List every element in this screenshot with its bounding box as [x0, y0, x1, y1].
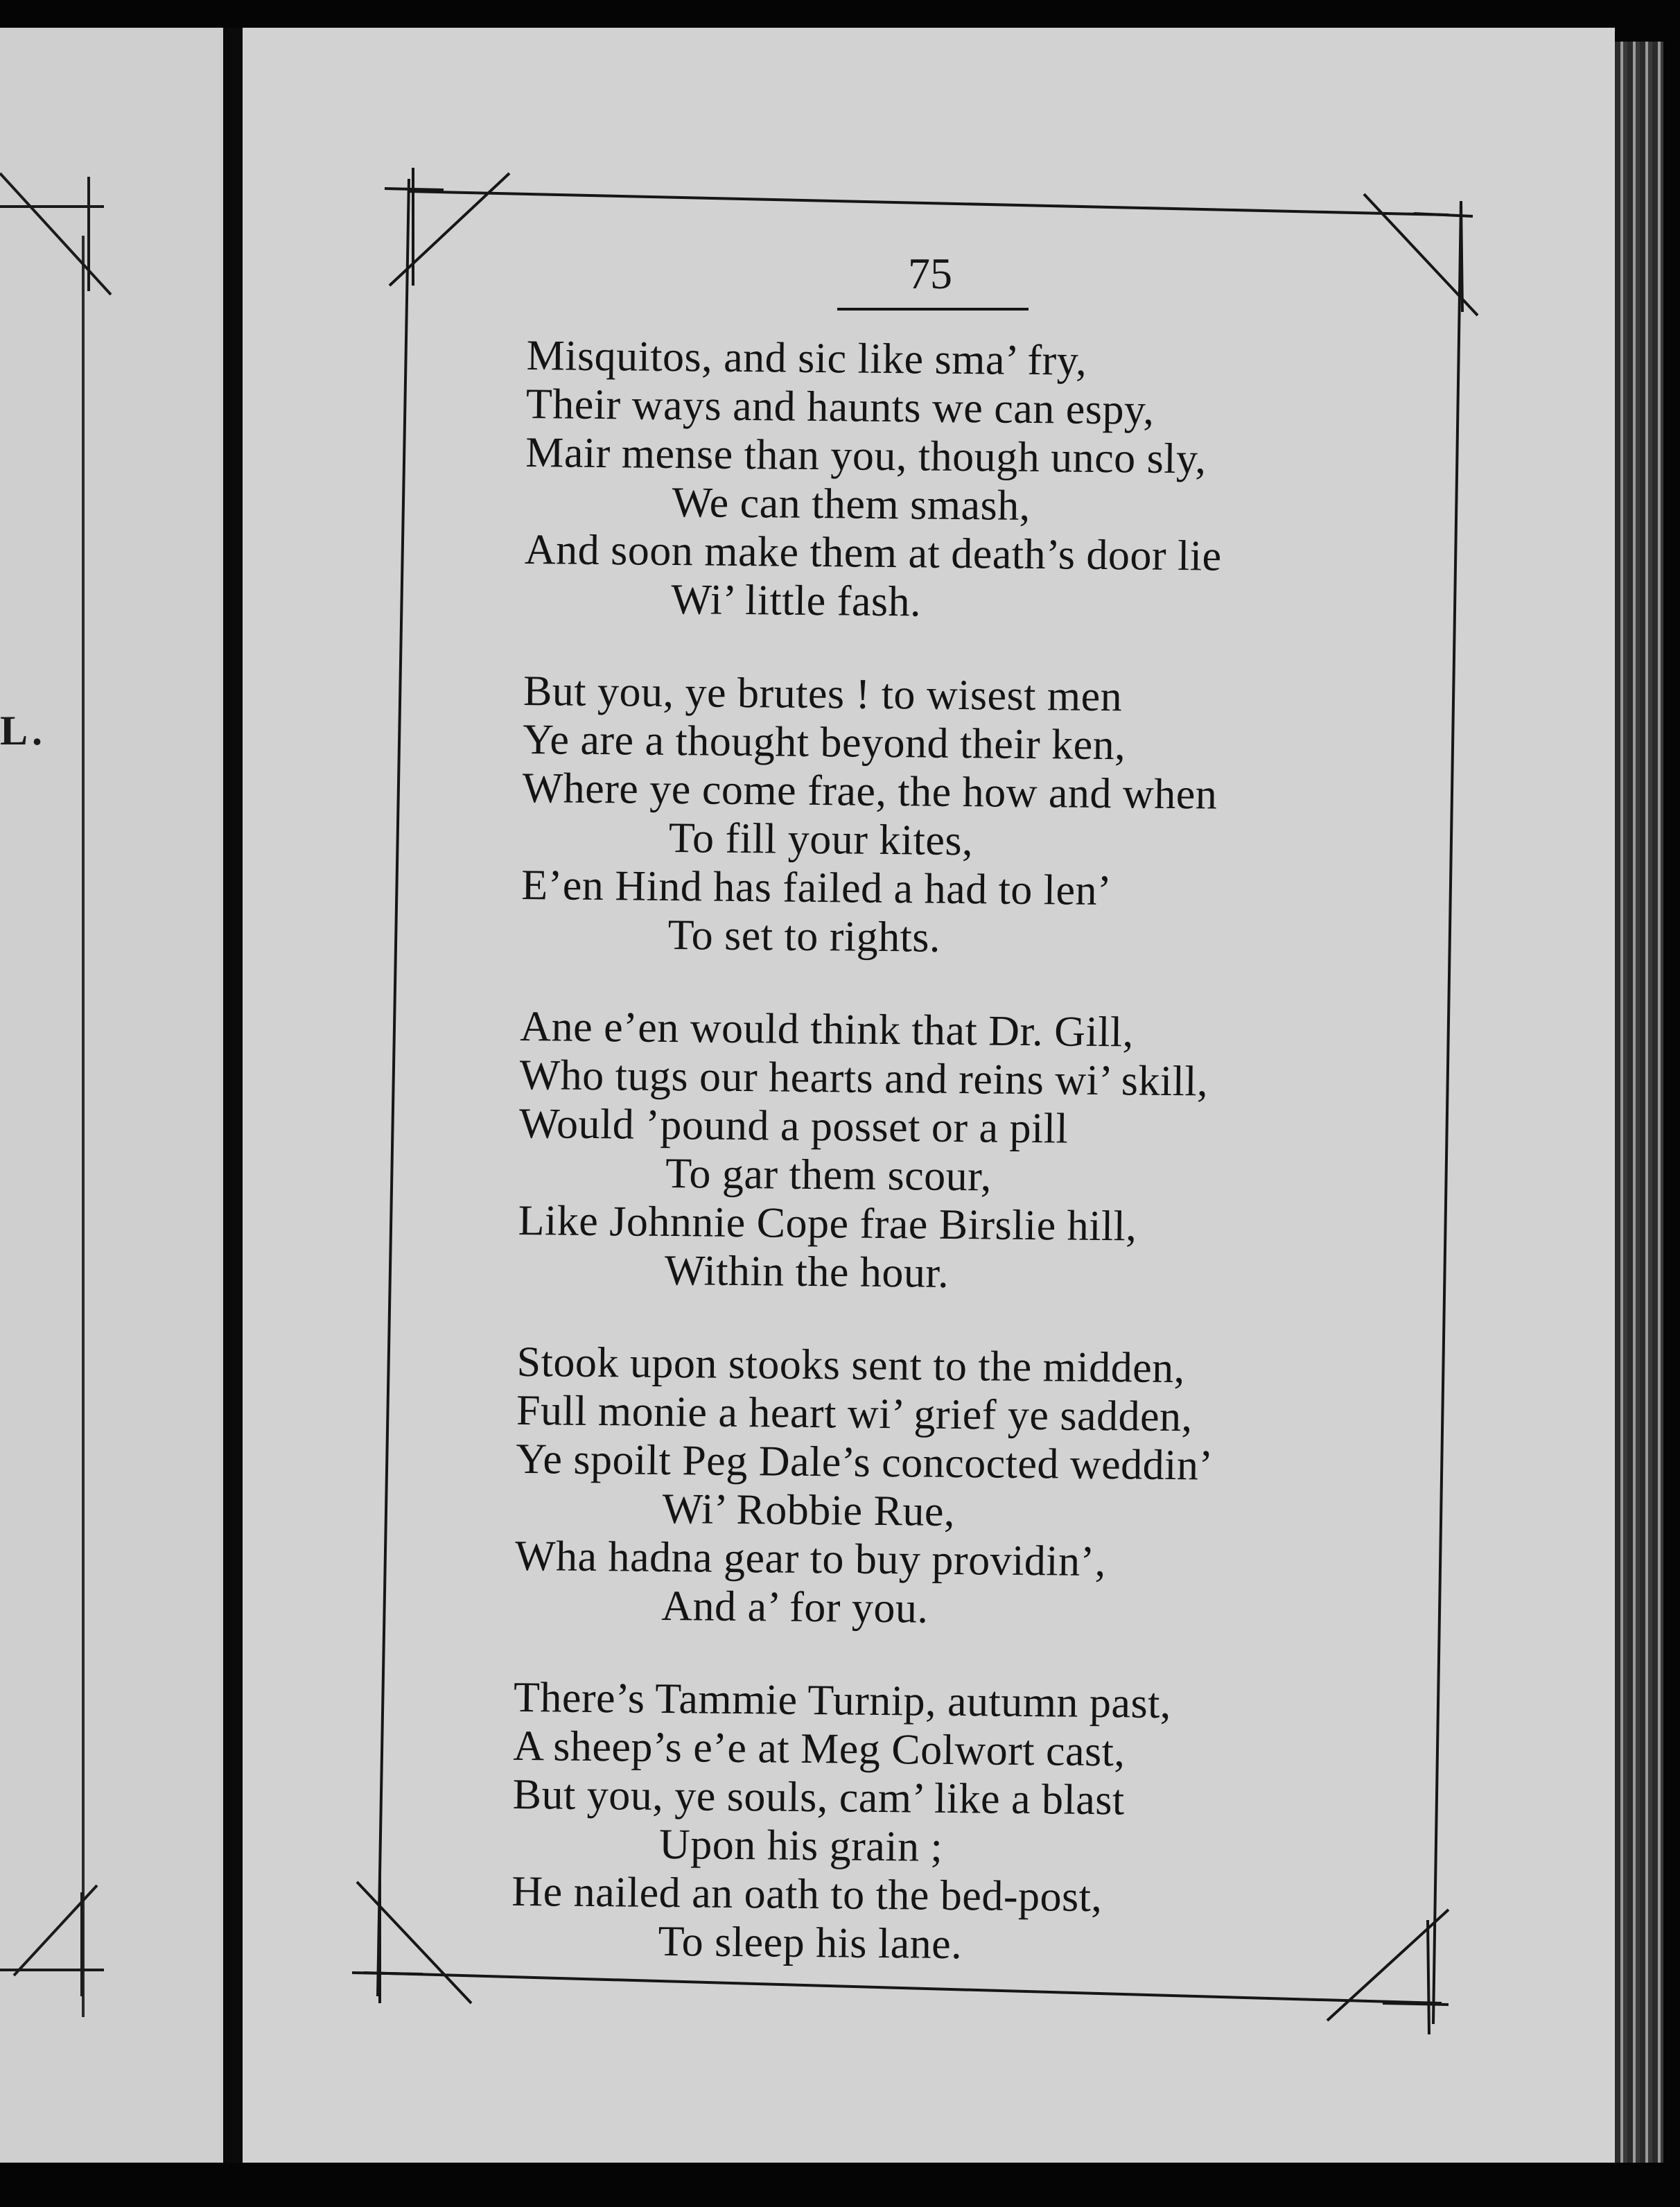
corner-ornament-top-left — [385, 168, 509, 286]
poem-line: To fill your kites, — [668, 814, 974, 865]
poem-line: Their ways and haunts we can espy, — [525, 380, 1155, 434]
page-number: 75 — [908, 249, 952, 298]
poem-line: Ane e’en would think that Dr. Gill, — [520, 1002, 1135, 1056]
poem-line: Within the hour. — [664, 1246, 950, 1297]
poem-line: And soon make them at death’s door lie — [524, 525, 1222, 580]
border-top — [408, 191, 1449, 215]
border-right — [1433, 201, 1461, 2024]
poem-line: A sheep’s e’e at Meg Colwort cast, — [513, 1722, 1126, 1776]
poem-line: We can them smash, — [672, 479, 1031, 530]
poem-line: Ye spoilt Peg Dale’s concocted weddin’ — [516, 1435, 1214, 1490]
poem-line: But you, ye souls, cam’ like a blast — [512, 1770, 1126, 1824]
corner-ornament-bottom-left — [352, 1875, 471, 2003]
border-left — [378, 179, 409, 1996]
poem-stanza — [524, 331, 1345, 630]
poem-line: To sleep his lane. — [658, 1917, 963, 1969]
poem-line: Wha hadna gear to buy providin’, — [514, 1532, 1107, 1586]
poem-line: And a’ for you. — [661, 1582, 929, 1632]
poem-body — [511, 331, 1345, 2016]
poem-line: To set to rights. — [667, 911, 941, 961]
poem-line: Full monie a heart wi’ grief ye sadden, — [516, 1386, 1193, 1441]
corner-ornament-bottom-right — [1327, 1910, 1449, 2034]
poem-line: To gar them scour, — [665, 1149, 992, 1201]
poem-stanza — [514, 1338, 1335, 1637]
facing-page-text-fragment: L. — [0, 708, 47, 753]
poem-line: Misquitos, and sic like sma’ fry, — [526, 331, 1087, 385]
poem-line: Upon his grain ; — [658, 1820, 943, 1871]
poem-line: Mair mense than you, though unco sly, — [525, 428, 1207, 483]
poem-line: Where ye come frae, the how and when — [522, 764, 1218, 819]
poem-line: Stook upon stooks sent to the midden, — [516, 1338, 1186, 1393]
poem-line: There’s Tammie Turnip, autumn past, — [513, 1673, 1172, 1728]
poem-line: Wi’ Robbie Rue, — [662, 1485, 956, 1536]
corner-ornament-top-right — [1364, 194, 1478, 315]
poem-line: Who tugs our hearts and reins wi’ skill, — [519, 1051, 1209, 1106]
poem-stanza — [520, 667, 1341, 966]
poem-line: He nailed an oath to the bed-post, — [511, 1867, 1103, 1921]
poem-line: Ye are a thought beyond their ken, — [523, 715, 1126, 769]
page-number-rule — [837, 308, 1029, 311]
poem-line: Like Johnnie Cope frae Birslie hill, — [518, 1196, 1137, 1250]
poem-line: Wi’ little fash. — [670, 576, 922, 626]
poem-stanza — [511, 1673, 1331, 1972]
poem-line: E’en Hind has failed a had to len’ — [521, 861, 1112, 915]
poem-line: Would ’pound a posset or a pill — [518, 1099, 1069, 1153]
poem-stanza — [518, 1002, 1338, 1301]
poem-line: But you, ye brutes ! to wisest men — [523, 667, 1123, 721]
